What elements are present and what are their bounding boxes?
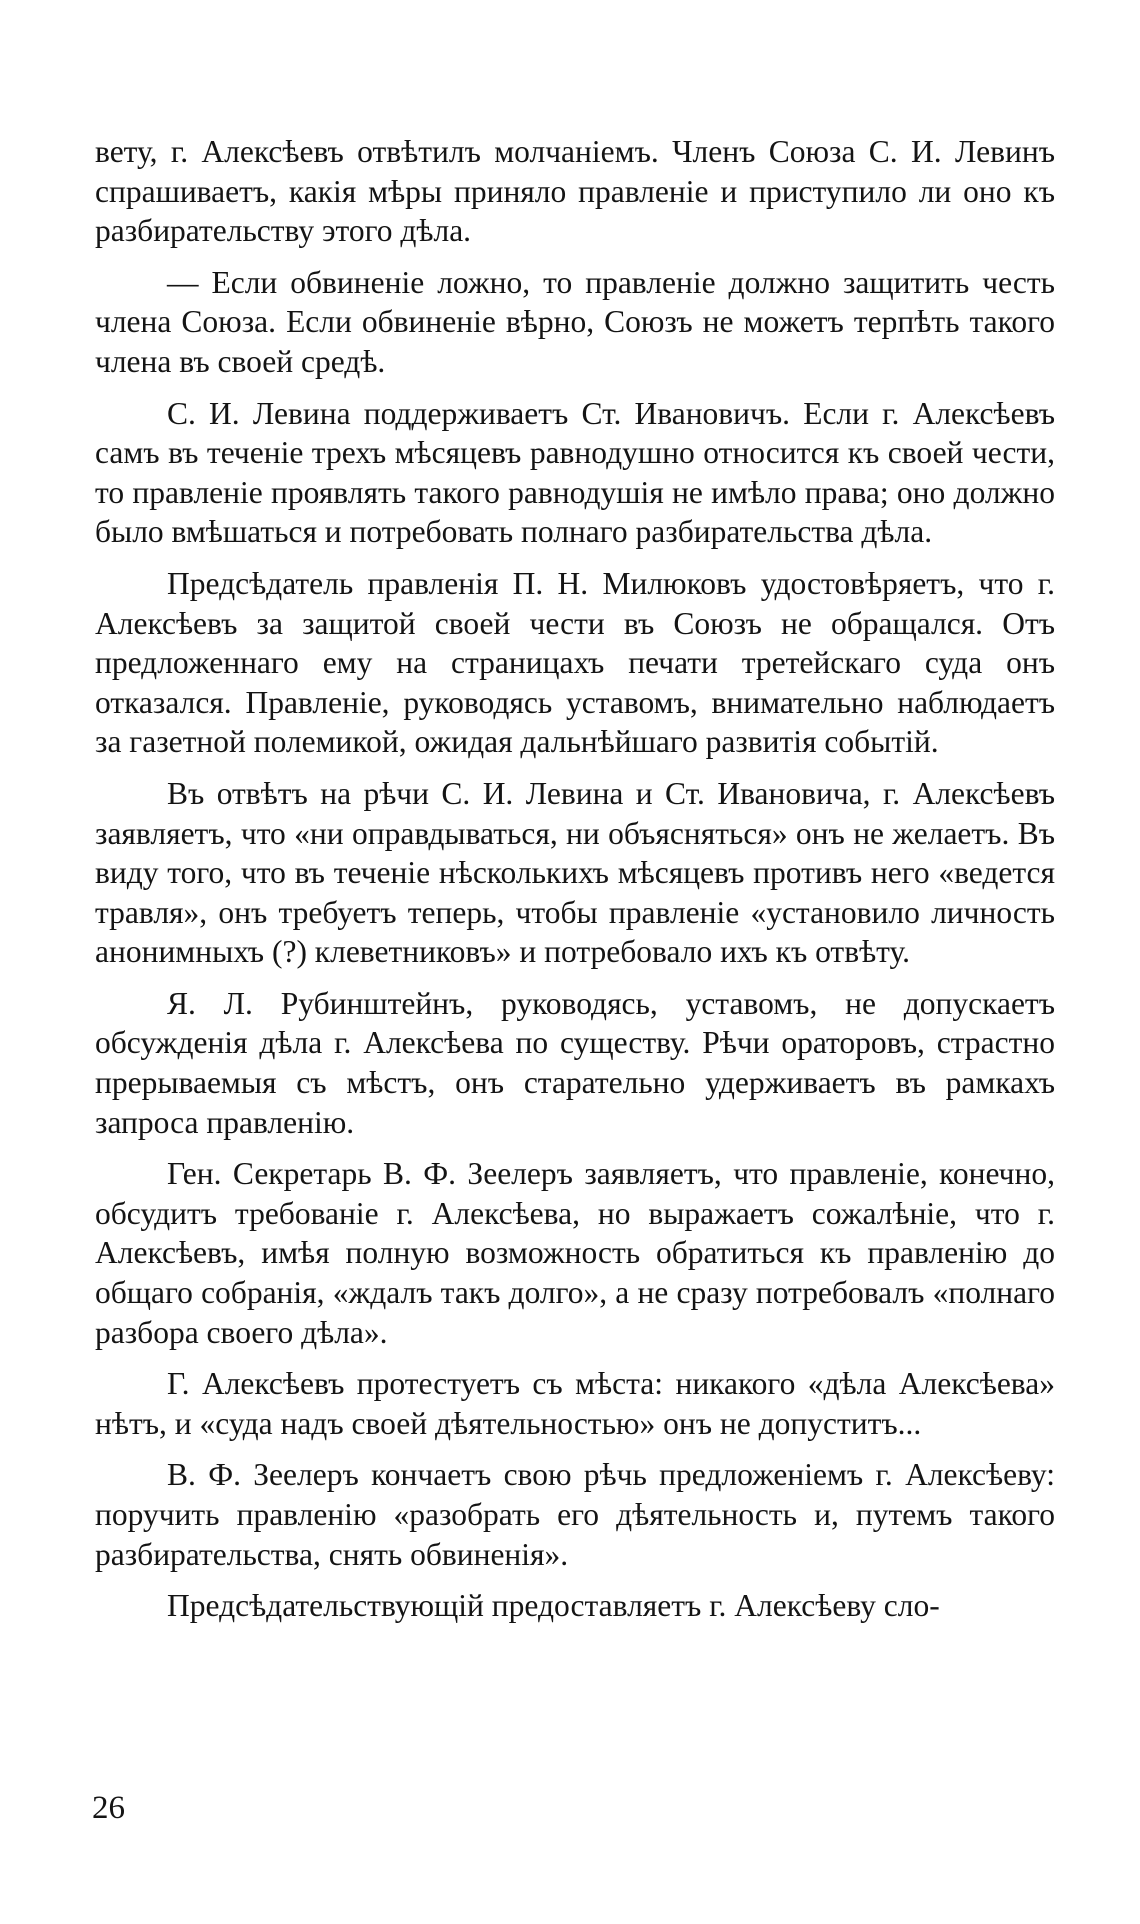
- page-number: 26: [92, 1790, 125, 1826]
- paragraph-6: Я. Л. Рубинштейнъ, руководясь, уставомъ, не допускаетъ обсужденія дѣла г. Алексѣева по существу. Рѣчи ораторовъ, страстно прерываемыя съ мѣстъ, онъ старательно удерживаетъ въ рамкахъ запроса правленію.: [95, 985, 1055, 1140]
- paragraph-4: Предсѣдатель правленія П. Н. Милюковъ удостовѣряетъ, что г. Алексѣевъ за защитой своей чести въ Союзъ не обращался. Отъ предложеннаго ему на страницахъ печати третейскаго суда онъ отказался. Правленіе, руководясь уставомъ, внимательно наблюдаетъ за газетной полемикой, ожидая дальнѣйшаго развитія событій.: [95, 565, 1055, 760]
- paragraph-8: Г. Алексѣевъ протестуетъ съ мѣста: никакого «дѣла Алексѣева» нѣтъ, и «суда надъ своей дѣятельностью» онъ не допуститъ...: [95, 1366, 1055, 1441]
- paragraph-7: Ген. Секретарь В. Ф. Зеелеръ заявляетъ, что правленіе, конечно, обсудитъ требованіе г. Алексѣева, но выражаетъ сожалѣніе, что г. Алексѣевъ, имѣя полную возможность обратиться къ правленію до общаго собранія, «ждалъ такъ долго», а не сразу потребовалъ «полнаго разбора своего дѣла».: [95, 1156, 1055, 1350]
- paragraph-2: — Если обвиненіе ложно, то правленіе должно защитить честь члена Союза. Если обвиненіе вѣрно, Союзъ не можетъ терпѣть такого члена въ своей средѣ.: [95, 264, 1055, 379]
- paragraph-10: Предсѣдательствующій предоставляетъ г. Алексѣеву сло-: [167, 1588, 940, 1624]
- paragraph-3: С. И. Левина поддерживаетъ Ст. Ивановичъ. Если г. Алексѣевъ самъ въ теченіе трехъ мѣсяцевъ равнодушно относится къ своей чести, то правленіе проявлять такого равнодушія не имѣло права; оно должно было вмѣшаться и потребовать полнаго разбирательства дѣла.: [95, 395, 1055, 550]
- paragraph-5: Въ отвѣтъ на рѣчи С. И. Левина и Ст. Ивановича, г. Алексѣевъ заявляетъ, что «ни оправдываться, ни объясняться» онъ не желаетъ. Въ виду того, что въ теченіе нѣсколькихъ мѣсяцевъ противъ него «ведется травля», онъ требуетъ теперь, чтобы правленіе «установило личность анонимныхъ (?) клеветниковъ» и потребовало ихъ къ отвѣту.: [95, 775, 1055, 970]
- paragraph-1: вету, г. Алексѣевъ отвѣтилъ молчаніемъ. Членъ Союза С. И. Левинъ спрашиваетъ, какія мѣры приняло правленіе и приступило ли оно къ разбирательству этого дѣла.: [95, 134, 1055, 249]
- body-text: [95, 132, 1055, 1638]
- paragraph-9: В. Ф. Зеелеръ кончаетъ свою рѣчь предложеніемъ г. Алексѣеву: поручить правленію «разобрать его дѣятельность и, путемъ такого разбирательства, снять обвиненія».: [95, 1457, 1055, 1572]
